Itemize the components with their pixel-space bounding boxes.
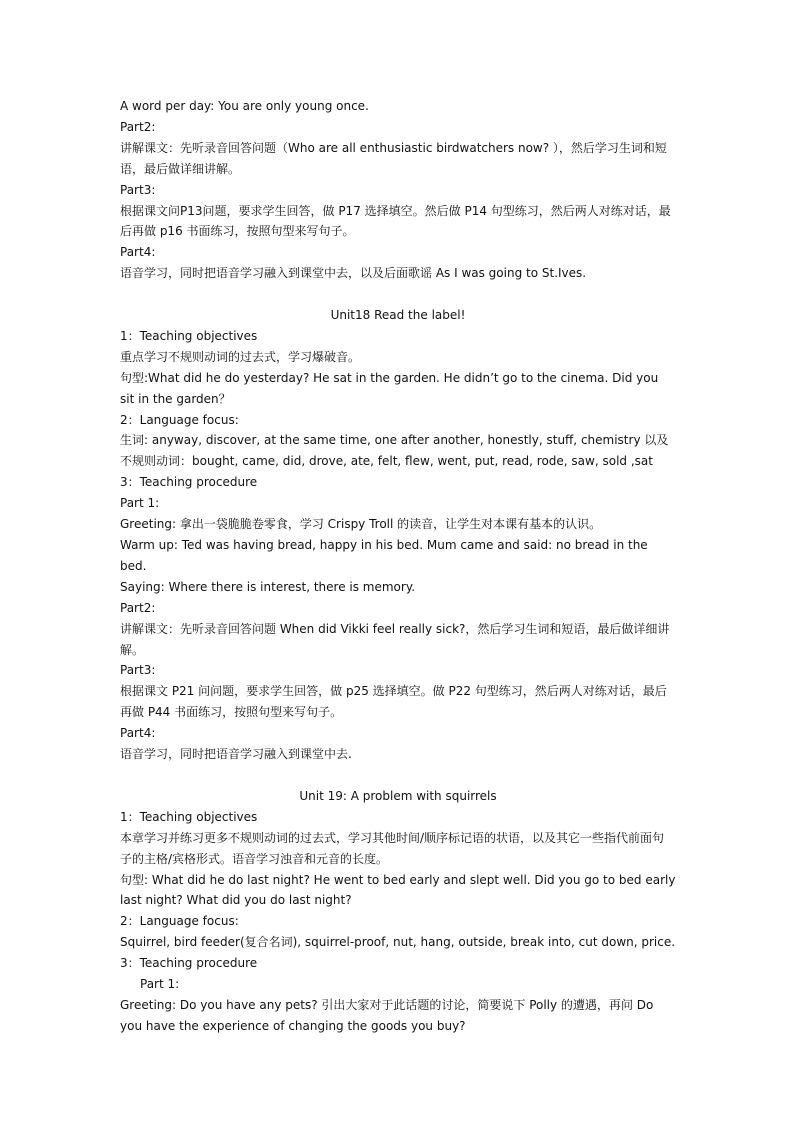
unit18-language-text: 生词: anyway, discover, at the same time, one after another, honestly, stuff, chemistry 以及不规则动词：bought, came, did, drove, ate, felt, flew, went, put, read, rode, saw, sold ,sat — [120, 433, 669, 469]
unit18-part4-heading: Part4: — [120, 726, 156, 741]
unit18-title: Unit18 Read the label! — [330, 308, 466, 323]
unit18-part4-text: 语音学习，同时把语音学习融入到课堂中去. — [120, 747, 352, 762]
word-per-day: A word per day: You are only young once. — [120, 99, 369, 113]
unit18-warmup: Warm up: Ted was having bread, happy in his bed. Mum came and said: no bread in the bed. — [120, 538, 648, 573]
unit18-procedure-heading: 3：Teaching procedure — [120, 475, 258, 490]
spacer — [120, 284, 676, 305]
unit18-part3-text: 根据课文 P21 问问题，要求学生回答，做 p25 选择填空。做 P22 句型练习，然后两人对练对话，最后再做 P44 书面练习，按照句型来写句子。 — [120, 684, 667, 720]
unit18-part2-heading: Part2: — [120, 600, 156, 615]
unit19-part1-heading: Part 1: — [140, 977, 180, 992]
unit19-title: Unit 19: A problem with squirrels — [299, 788, 497, 803]
unit18-greeting: Greeting: 拿出一袋脆脆卷零食，学习 Crispy Troll 的读音，让学生对本课有基本的认识。 — [120, 517, 602, 532]
unit18-language-heading: 2：Language focus: — [120, 412, 239, 427]
document-page — [120, 96, 676, 1037]
unit19-language-heading: 2：Language focus: — [120, 914, 239, 929]
unit19-procedure-heading: 3：Teaching procedure — [120, 956, 258, 971]
unit18-sentence-pattern: 句型:What did he do yesterday? He sat in the garden. He didn’t go to the cinema. Did you sit in the garden？ — [120, 370, 659, 406]
part2-heading: Part2: — [120, 119, 156, 134]
unit19-sentence-pattern: 句型: What did he do last night? He went to bed early and slept well. Did you go to bed early last night? What did you do last night? — [120, 872, 676, 908]
part3-heading: Part3: — [120, 182, 156, 197]
unit18-part3-heading: Part3: — [120, 663, 156, 678]
unit19-greeting: Greeting: Do you have any pets? 引出大家对于此话题的讨论，简要说下 Polly 的遭遇，再问 Do you have the experience of changing the goods you buy? — [120, 997, 654, 1033]
unit19-objectives-text: 本章学习并练习更多不规则动词的过去式，学习其他时间/顺序标记语的状语，以及其它一些指代前面句子的主格/宾格形式。语音学习浊音和元音的长度。 — [120, 830, 665, 866]
part4-text: 语音学习，同时把语音学习融入到课堂中去，以及后面歌谣 As I was going to St.Ives. — [120, 266, 587, 281]
unit18-objectives-text: 重点学习不规则动词的过去式，学习爆破音。 — [120, 349, 361, 364]
unit18-objectives-heading: 1：Teaching objectives — [120, 328, 258, 343]
unit18-part1-heading: Part 1: — [120, 496, 160, 511]
spacer — [120, 765, 676, 786]
part3-text: 根据课文问P13问题，要求学生回答，做 P17 选择填空。然后做 P14 句型练习，然后两人对练对话，最后再做 p16 书面练习，按照句型来写句子。 — [120, 203, 671, 239]
part4-heading: Part4: — [120, 245, 156, 260]
unit18-part2-text: 讲解课文：先听录音回答问题 When did Vikki feel really sick?，然后学习生词和短语，最后做详细讲解。 — [120, 621, 670, 657]
unit19-objectives-heading: 1：Teaching objectives — [120, 809, 258, 824]
unit19-language-text: Squirrel, bird feeder(复合名词), squirrel-proof, nut, hang, outside, break into, cut down, price. — [120, 935, 676, 950]
part2-text: 讲解课文：先听录音回答问题（Who are all enthusiastic birdwatchers now? ），然后学习生词和短语，最后做详细讲解。 — [120, 140, 667, 176]
unit18-saying: Saying: Where there is interest, there is memory. — [120, 579, 416, 594]
